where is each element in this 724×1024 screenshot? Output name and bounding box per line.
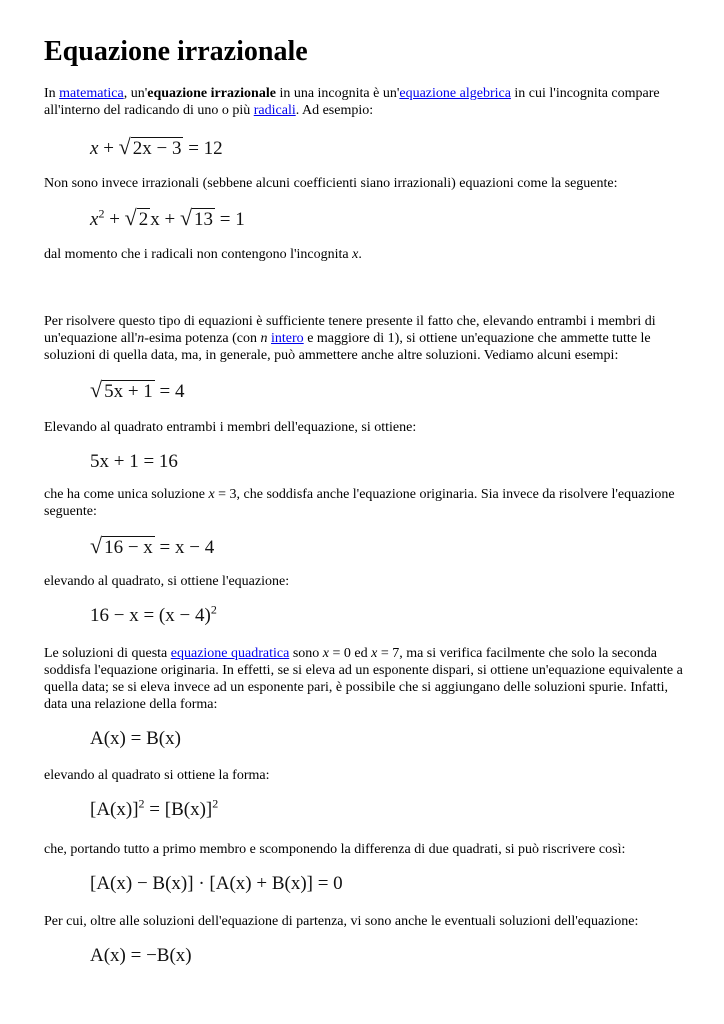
variable: x	[208, 487, 215, 502]
paragraph-6	[44, 486, 684, 520]
exponent: 2	[98, 206, 105, 221]
sqrt-symbol: √ 2	[124, 205, 149, 230]
link-matematica[interactable]: matematica	[59, 86, 124, 101]
text: . Ad esempio:	[295, 103, 374, 118]
paragraph-8	[44, 645, 684, 713]
text: , un'	[123, 86, 148, 101]
math-var: x	[90, 209, 99, 230]
equation-7: A(x) = B(x)	[90, 728, 181, 749]
sqrt-symbol: √ 5x + 1	[90, 377, 153, 402]
text: = 0 ed	[328, 646, 372, 661]
equation-1	[90, 134, 223, 162]
paragraph-11: Per cui, oltre alle soluzioni dell'equazione di partenza, vi sono anche le eventuali soluzioni dell'equazione:	[44, 914, 639, 929]
math-var: x	[90, 138, 99, 159]
equation-9: [A(x) − B(x)] · [A(x) + B(x)] = 0	[90, 873, 343, 894]
variable: x	[371, 646, 378, 661]
paragraph-10: che, portando tutto a primo membro e scomponendo la differenza di due quadrati, si può riscrivere così:	[44, 842, 626, 857]
math-op: +	[104, 209, 125, 230]
math-expr: [A(x)]	[90, 799, 139, 820]
intro-paragraph	[44, 85, 684, 119]
paragraph-9: elevando al quadrato si ottiene la forma:	[44, 768, 270, 783]
equation-3	[90, 377, 185, 405]
page-title: Equazione irrazionale	[44, 36, 308, 67]
paragraph-3	[44, 246, 684, 263]
math-rest: = 1	[215, 209, 245, 230]
link-equazione-algebrica[interactable]: equazione algebrica	[399, 86, 511, 101]
text: sono	[289, 646, 323, 661]
math-expr: = [B(x)]	[144, 799, 213, 820]
equation-4: 5x + 1 = 16	[90, 451, 178, 472]
exponent: 2	[212, 796, 219, 811]
bold-term: equazione irrazionale	[147, 86, 276, 101]
sqrt-symbol: √ 16 − x	[90, 533, 153, 558]
equation-6	[90, 603, 217, 629]
text: -esima potenza (con	[144, 331, 261, 346]
text: dal momento che i radicali non contengono l'incognita	[44, 247, 353, 262]
paragraph-7: elevando al quadrato, si ottiene l'equazione:	[44, 574, 290, 589]
math-rest: = 4	[154, 381, 185, 402]
variable: n	[137, 331, 145, 346]
text: e maggiore di 1), si ottiene un'equazione che ammette tutte le soluzioni di quella data, ma, in generale, può ammettere anche altre soluzioni. Vediamo alcuni esempi:	[44, 331, 651, 363]
math-rest: = x − 4	[154, 537, 215, 558]
equation-8	[90, 797, 218, 823]
sqrt-symbol: √ 2x − 3	[118, 134, 182, 159]
radicand: 5x + 1	[104, 381, 153, 402]
radicand: 13	[194, 209, 214, 230]
text: in cui l'incognita compare all'interno del radicando di uno o più	[44, 86, 660, 118]
radicand: 2	[138, 209, 149, 230]
math-op: +	[98, 138, 119, 159]
link-intero[interactable]: intero	[271, 331, 304, 346]
link-radicali[interactable]: radicali	[253, 103, 296, 118]
equation-5	[90, 533, 214, 561]
link-equazione-quadratica[interactable]: equazione quadratica	[170, 646, 290, 661]
paragraph-5: Elevando al quadrato entrambi i membri dell'equazione, si ottiene:	[44, 420, 417, 435]
equation-2	[90, 205, 245, 233]
equation-10: A(x) = −B(x)	[90, 945, 192, 966]
paragraph-2: Non sono invece irrazionali (sebbene alcuni coefficienti siano irrazionali) equazioni come la seguente:	[44, 176, 618, 191]
variable: x	[322, 646, 329, 661]
exponent: 2	[138, 796, 145, 811]
text: Per risolvere questo tipo di equazioni è sufficiente tenere presente il fatto che, elevando entrambi i membri di un'equazione all'	[44, 314, 656, 346]
radicand: 16 − x	[104, 537, 153, 558]
variable: x	[352, 247, 359, 262]
text: In	[44, 86, 60, 101]
sqrt-symbol: √ 13	[179, 205, 214, 230]
text: .	[358, 247, 362, 262]
math-expr: 16 − x = (x − 4)	[90, 605, 211, 626]
text: = 7, ma si verifica facilmente che solo la seconda soddisfa l'equazione originaria. In effetti, se si eleva ad un esponente dispari, si ottiene un'equazione equivalente a quella data; se si eleva invece ad un esponente pari, è possibile che si aggiungano delle soluzioni spurie. Infatti, data una relazione della forma:	[44, 646, 683, 712]
math-rest: = 12	[183, 138, 223, 159]
variable: n	[260, 331, 268, 346]
exponent: 2	[210, 602, 217, 617]
radicand: 2x − 3	[132, 138, 182, 159]
math-rest: x +	[150, 209, 180, 230]
text: = 3, che soddisfa anche l'equazione originaria. Sia invece da risolvere l'equazione seguente:	[44, 487, 675, 519]
text: in una incognita è un'	[275, 86, 400, 101]
paragraph-4	[44, 313, 684, 364]
text: Le soluzioni di questa	[44, 646, 171, 661]
text: che ha come unica soluzione	[44, 487, 209, 502]
